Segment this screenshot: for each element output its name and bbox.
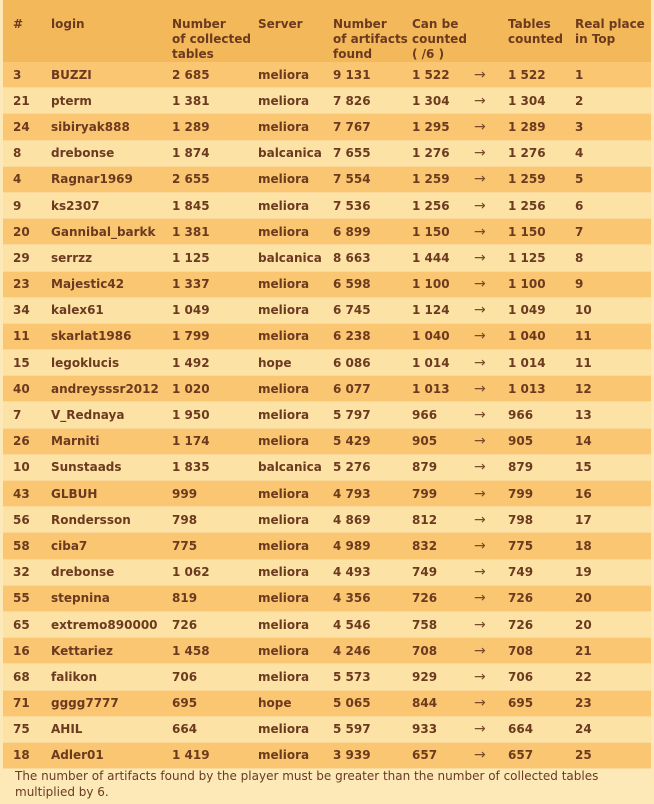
cell-collected-tables: 2 685 — [172, 62, 258, 88]
cell-tables-counted: 726 — [508, 585, 575, 611]
cell-server: meliora — [258, 428, 333, 454]
cell-artifacts-found: 6 745 — [333, 297, 412, 323]
cell-server: meliora — [258, 376, 333, 402]
cell-server: meliora — [258, 638, 333, 664]
cell-collected-tables: 695 — [172, 690, 258, 716]
cell-real-place: 22 — [575, 664, 651, 690]
cell-server: meliora — [258, 166, 333, 192]
header-arrow — [474, 0, 508, 62]
table-row — [3, 585, 651, 611]
cell-collected-tables: 1 874 — [172, 140, 258, 166]
cell-real-place: 2 — [575, 88, 651, 114]
table-row — [3, 166, 651, 192]
cell-collected-tables: 1 381 — [172, 88, 258, 114]
table-row — [3, 481, 651, 507]
cell-tables-counted: 1 049 — [508, 297, 575, 323]
cell-can-be-counted: 1 150 — [412, 219, 474, 245]
cell-can-be-counted: 1 259 — [412, 166, 474, 192]
table-row — [3, 742, 651, 768]
cell-collected-tables: 1 174 — [172, 428, 258, 454]
cell-artifacts-found: 4 356 — [333, 585, 412, 611]
table-row — [3, 219, 651, 245]
arrow-icon: → — [474, 638, 508, 664]
cell-login: extremo890000 — [51, 611, 172, 637]
cell-real-place: 3 — [575, 114, 651, 140]
cell-tables-counted: 1 259 — [508, 166, 575, 192]
cell-collected-tables: 819 — [172, 585, 258, 611]
cell-can-be-counted: 726 — [412, 585, 474, 611]
cell-can-be-counted: 657 — [412, 742, 474, 768]
cell-login: V_Rednaya — [51, 402, 172, 428]
cell-rank: 55 — [3, 585, 51, 611]
table-row — [3, 454, 651, 480]
cell-server: meliora — [258, 297, 333, 323]
cell-tables-counted: 664 — [508, 716, 575, 742]
cell-tables-counted: 706 — [508, 664, 575, 690]
cell-rank: 8 — [3, 140, 51, 166]
cell-server: meliora — [258, 271, 333, 297]
cell-tables-counted: 905 — [508, 428, 575, 454]
cell-login: Kettariez — [51, 638, 172, 664]
cell-collected-tables: 1 062 — [172, 559, 258, 585]
cell-rank: 26 — [3, 428, 51, 454]
cell-login: drebonse — [51, 140, 172, 166]
arrow-icon: → — [474, 533, 508, 559]
cell-real-place: 12 — [575, 376, 651, 402]
cell-server: balcanica — [258, 454, 333, 480]
cell-collected-tables: 726 — [172, 611, 258, 637]
arrow-icon: → — [474, 585, 508, 611]
cell-artifacts-found: 6 086 — [333, 350, 412, 376]
table-row — [3, 402, 651, 428]
cell-collected-tables: 706 — [172, 664, 258, 690]
cell-server: meliora — [258, 716, 333, 742]
cell-can-be-counted: 1 256 — [412, 192, 474, 218]
cell-real-place: 25 — [575, 742, 651, 768]
cell-login: andreysssr2012 — [51, 376, 172, 402]
arrow-icon: → — [474, 428, 508, 454]
cell-login: Majestic42 — [51, 271, 172, 297]
arrow-icon: → — [474, 742, 508, 768]
cell-rank: 18 — [3, 742, 51, 768]
cell-collected-tables: 1 381 — [172, 219, 258, 245]
cell-tables-counted: 657 — [508, 742, 575, 768]
cell-artifacts-found: 4 989 — [333, 533, 412, 559]
table-row — [3, 507, 651, 533]
cell-can-be-counted: 844 — [412, 690, 474, 716]
cell-login: AHIL — [51, 716, 172, 742]
table-row — [3, 690, 651, 716]
cell-artifacts-found: 7 536 — [333, 192, 412, 218]
cell-real-place: 7 — [575, 219, 651, 245]
cell-collected-tables: 798 — [172, 507, 258, 533]
table-row — [3, 323, 651, 349]
cell-real-place: 20 — [575, 611, 651, 637]
cell-artifacts-found: 7 767 — [333, 114, 412, 140]
arrow-icon: → — [474, 166, 508, 192]
arrow-icon: → — [474, 402, 508, 428]
arrow-icon: → — [474, 219, 508, 245]
cell-real-place: 11 — [575, 323, 651, 349]
cell-login: legoklucis — [51, 350, 172, 376]
cell-tables-counted: 1 100 — [508, 271, 575, 297]
cell-login: Rondersson — [51, 507, 172, 533]
cell-rank: 20 — [3, 219, 51, 245]
arrow-icon: → — [474, 611, 508, 637]
cell-login: Gannibal_barkk — [51, 219, 172, 245]
cell-tables-counted: 1 256 — [508, 192, 575, 218]
arrow-icon: → — [474, 140, 508, 166]
cell-can-be-counted: 1 304 — [412, 88, 474, 114]
cell-real-place: 19 — [575, 559, 651, 585]
cell-real-place: 16 — [575, 481, 651, 507]
cell-login: sibiryak888 — [51, 114, 172, 140]
cell-rank: 40 — [3, 376, 51, 402]
table-body — [3, 62, 651, 769]
cell-real-place: 14 — [575, 428, 651, 454]
cell-can-be-counted: 1 013 — [412, 376, 474, 402]
cell-real-place: 4 — [575, 140, 651, 166]
cell-artifacts-found: 7 554 — [333, 166, 412, 192]
cell-tables-counted: 726 — [508, 611, 575, 637]
arrow-icon: → — [474, 376, 508, 402]
cell-rank: 56 — [3, 507, 51, 533]
cell-rank: 11 — [3, 323, 51, 349]
cell-tables-counted: 708 — [508, 638, 575, 664]
cell-tables-counted: 1 522 — [508, 62, 575, 88]
cell-collected-tables: 1 419 — [172, 742, 258, 768]
cell-server: meliora — [258, 533, 333, 559]
cell-can-be-counted: 799 — [412, 481, 474, 507]
cell-server: hope — [258, 690, 333, 716]
cell-server: meliora — [258, 219, 333, 245]
cell-server: balcanica — [258, 245, 333, 271]
table-row — [3, 140, 651, 166]
cell-tables-counted: 1 013 — [508, 376, 575, 402]
cell-real-place: 23 — [575, 690, 651, 716]
cell-tables-counted: 1 014 — [508, 350, 575, 376]
cell-collected-tables: 1 799 — [172, 323, 258, 349]
cell-collected-tables: 1 337 — [172, 271, 258, 297]
cell-server: meliora — [258, 481, 333, 507]
arrow-icon: → — [474, 297, 508, 323]
cell-login: Adler01 — [51, 742, 172, 768]
arrow-icon: → — [474, 192, 508, 218]
cell-artifacts-found: 5 276 — [333, 454, 412, 480]
cell-rank: 23 — [3, 271, 51, 297]
cell-can-be-counted: 1 444 — [412, 245, 474, 271]
header-login: login — [51, 0, 172, 62]
cell-tables-counted: 1 304 — [508, 88, 575, 114]
cell-login: ks2307 — [51, 192, 172, 218]
table-row — [3, 376, 651, 402]
cell-rank: 65 — [3, 611, 51, 637]
cell-tables-counted: 749 — [508, 559, 575, 585]
cell-can-be-counted: 933 — [412, 716, 474, 742]
cell-real-place: 18 — [575, 533, 651, 559]
table-row — [3, 114, 651, 140]
cell-server: meliora — [258, 664, 333, 690]
table-row — [3, 559, 651, 585]
arrow-icon: → — [474, 507, 508, 533]
cell-server: meliora — [258, 559, 333, 585]
arrow-icon: → — [474, 323, 508, 349]
arrow-icon: → — [474, 454, 508, 480]
cell-can-be-counted: 1 295 — [412, 114, 474, 140]
cell-rank: 15 — [3, 350, 51, 376]
cell-rank: 10 — [3, 454, 51, 480]
cell-real-place: 15 — [575, 454, 651, 480]
cell-can-be-counted: 1 040 — [412, 323, 474, 349]
cell-server: meliora — [258, 507, 333, 533]
header-collected-tables: Number of collected tables — [172, 0, 258, 62]
cell-rank: 4 — [3, 166, 51, 192]
cell-artifacts-found: 9 131 — [333, 62, 412, 88]
table-row — [3, 611, 651, 637]
arrow-icon: → — [474, 350, 508, 376]
cell-artifacts-found: 4 246 — [333, 638, 412, 664]
arrow-icon: → — [474, 88, 508, 114]
cell-rank: 75 — [3, 716, 51, 742]
cell-can-be-counted: 1 014 — [412, 350, 474, 376]
header-tables-counted: Tables counted — [508, 0, 575, 62]
cell-collected-tables: 1 458 — [172, 638, 258, 664]
cell-artifacts-found: 4 869 — [333, 507, 412, 533]
header-can-be-counted: Can be counted ( /6 ) — [412, 0, 474, 62]
table-header — [3, 0, 651, 62]
cell-artifacts-found: 4 493 — [333, 559, 412, 585]
cell-tables-counted: 799 — [508, 481, 575, 507]
arrow-icon: → — [474, 245, 508, 271]
cell-can-be-counted: 905 — [412, 428, 474, 454]
cell-can-be-counted: 708 — [412, 638, 474, 664]
table-row — [3, 245, 651, 271]
cell-tables-counted: 1 150 — [508, 219, 575, 245]
arrow-icon: → — [474, 271, 508, 297]
ranking-table — [3, 0, 651, 769]
cell-rank: 68 — [3, 664, 51, 690]
footnote: The number of artifacts found by the player must be greater than the number of collected tables multiplied by 6. — [15, 769, 599, 799]
table-row — [3, 533, 651, 559]
cell-rank: 34 — [3, 297, 51, 323]
arrow-icon: → — [474, 664, 508, 690]
cell-real-place: 13 — [575, 402, 651, 428]
cell-artifacts-found: 6 598 — [333, 271, 412, 297]
cell-collected-tables: 1 950 — [172, 402, 258, 428]
cell-can-be-counted: 1 276 — [412, 140, 474, 166]
cell-collected-tables: 999 — [172, 481, 258, 507]
cell-server: meliora — [258, 192, 333, 218]
table-row — [3, 271, 651, 297]
cell-collected-tables: 1 835 — [172, 454, 258, 480]
arrow-icon: → — [474, 114, 508, 140]
cell-can-be-counted: 879 — [412, 454, 474, 480]
cell-tables-counted: 1 125 — [508, 245, 575, 271]
cell-collected-tables: 1 492 — [172, 350, 258, 376]
cell-can-be-counted: 749 — [412, 559, 474, 585]
cell-server: meliora — [258, 88, 333, 114]
cell-can-be-counted: 966 — [412, 402, 474, 428]
cell-tables-counted: 1 276 — [508, 140, 575, 166]
cell-artifacts-found: 6 238 — [333, 323, 412, 349]
cell-login: kalex61 — [51, 297, 172, 323]
cell-collected-tables: 1 049 — [172, 297, 258, 323]
cell-artifacts-found: 6 899 — [333, 219, 412, 245]
table-row — [3, 428, 651, 454]
cell-real-place: 8 — [575, 245, 651, 271]
cell-artifacts-found: 5 573 — [333, 664, 412, 690]
cell-artifacts-found: 7 826 — [333, 88, 412, 114]
cell-login: gggg7777 — [51, 690, 172, 716]
cell-login: falikon — [51, 664, 172, 690]
cell-artifacts-found: 7 655 — [333, 140, 412, 166]
cell-tables-counted: 1 289 — [508, 114, 575, 140]
table-row — [3, 638, 651, 664]
cell-can-be-counted: 812 — [412, 507, 474, 533]
table-row — [3, 716, 651, 742]
cell-login: Marniti — [51, 428, 172, 454]
cell-server: meliora — [258, 114, 333, 140]
cell-rank: 7 — [3, 402, 51, 428]
cell-can-be-counted: 1 522 — [412, 62, 474, 88]
cell-server: hope — [258, 350, 333, 376]
cell-can-be-counted: 929 — [412, 664, 474, 690]
cell-login: pterm — [51, 88, 172, 114]
cell-collected-tables: 1 289 — [172, 114, 258, 140]
cell-rank: 3 — [3, 62, 51, 88]
cell-real-place: 10 — [575, 297, 651, 323]
cell-real-place: 21 — [575, 638, 651, 664]
cell-server: meliora — [258, 323, 333, 349]
cell-rank: 24 — [3, 114, 51, 140]
cell-can-be-counted: 1 100 — [412, 271, 474, 297]
cell-collected-tables: 1 845 — [172, 192, 258, 218]
cell-collected-tables: 775 — [172, 533, 258, 559]
table-row — [3, 350, 651, 376]
cell-server: meliora — [258, 402, 333, 428]
table-row — [3, 192, 651, 218]
cell-can-be-counted: 1 124 — [412, 297, 474, 323]
cell-login: drebonse — [51, 559, 172, 585]
cell-rank: 71 — [3, 690, 51, 716]
cell-tables-counted: 879 — [508, 454, 575, 480]
cell-artifacts-found: 5 797 — [333, 402, 412, 428]
cell-tables-counted: 798 — [508, 507, 575, 533]
arrow-icon: → — [474, 716, 508, 742]
cell-login: GLBUH — [51, 481, 172, 507]
cell-server: meliora — [258, 62, 333, 88]
cell-can-be-counted: 832 — [412, 533, 474, 559]
cell-server: meliora — [258, 585, 333, 611]
cell-real-place: 17 — [575, 507, 651, 533]
cell-server: balcanica — [258, 140, 333, 166]
cell-collected-tables: 1 020 — [172, 376, 258, 402]
cell-server: meliora — [258, 742, 333, 768]
cell-real-place: 24 — [575, 716, 651, 742]
cell-rank: 16 — [3, 638, 51, 664]
cell-collected-tables: 664 — [172, 716, 258, 742]
header-real-place: Real place in Top — [575, 0, 651, 62]
cell-rank: 43 — [3, 481, 51, 507]
cell-login: BUZZI — [51, 62, 172, 88]
cell-login: stepnina — [51, 585, 172, 611]
cell-tables-counted: 966 — [508, 402, 575, 428]
arrow-icon: → — [474, 559, 508, 585]
arrow-icon: → — [474, 481, 508, 507]
cell-artifacts-found: 5 429 — [333, 428, 412, 454]
header-rank: # — [3, 0, 51, 62]
cell-real-place: 6 — [575, 192, 651, 218]
arrow-icon: → — [474, 62, 508, 88]
cell-login: Sunstaads — [51, 454, 172, 480]
cell-can-be-counted: 758 — [412, 611, 474, 637]
cell-real-place: 11 — [575, 350, 651, 376]
header-row — [3, 0, 651, 62]
header-artifacts-found: Number of artifacts found — [333, 0, 412, 62]
cell-real-place: 9 — [575, 271, 651, 297]
cell-login: skarlat1986 — [51, 323, 172, 349]
cell-artifacts-found: 4 546 — [333, 611, 412, 637]
cell-real-place: 1 — [575, 62, 651, 88]
cell-login: Ragnar1969 — [51, 166, 172, 192]
table-row — [3, 62, 651, 88]
cell-rank: 29 — [3, 245, 51, 271]
cell-tables-counted: 695 — [508, 690, 575, 716]
cell-artifacts-found: 3 939 — [333, 742, 412, 768]
cell-rank: 32 — [3, 559, 51, 585]
cell-collected-tables: 2 655 — [172, 166, 258, 192]
cell-real-place: 20 — [575, 585, 651, 611]
cell-real-place: 5 — [575, 166, 651, 192]
cell-artifacts-found: 5 597 — [333, 716, 412, 742]
cell-tables-counted: 1 040 — [508, 323, 575, 349]
table-row — [3, 664, 651, 690]
cell-artifacts-found: 8 663 — [333, 245, 412, 271]
cell-rank: 21 — [3, 88, 51, 114]
cell-collected-tables: 1 125 — [172, 245, 258, 271]
header-server: Server — [258, 0, 333, 62]
cell-login: ciba7 — [51, 533, 172, 559]
cell-rank: 58 — [3, 533, 51, 559]
cell-server: meliora — [258, 611, 333, 637]
cell-artifacts-found: 5 065 — [333, 690, 412, 716]
cell-tables-counted: 775 — [508, 533, 575, 559]
cell-artifacts-found: 4 793 — [333, 481, 412, 507]
cell-login: serrzz — [51, 245, 172, 271]
arrow-icon: → — [474, 690, 508, 716]
cell-artifacts-found: 6 077 — [333, 376, 412, 402]
cell-rank: 9 — [3, 192, 51, 218]
table-row — [3, 88, 651, 114]
table-row — [3, 297, 651, 323]
